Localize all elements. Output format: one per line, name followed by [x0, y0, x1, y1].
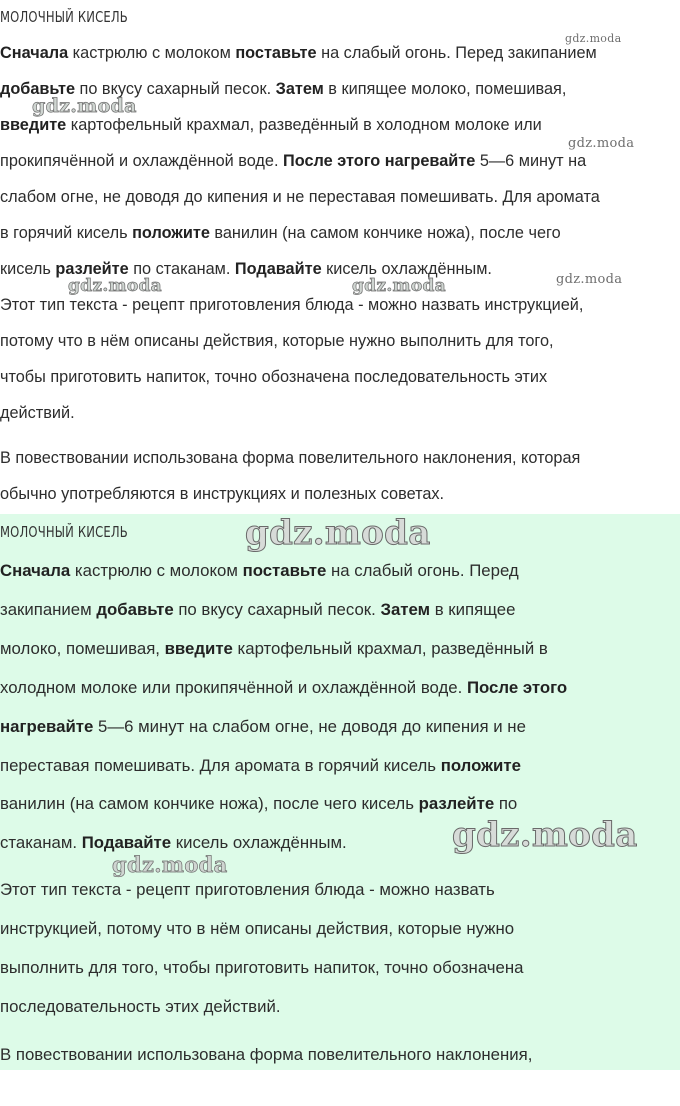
watermark-logo: gdz.moda: [568, 136, 635, 151]
imperative-verb: добавьте: [0, 80, 76, 98]
watermark-logo: gdz.moda: [245, 513, 431, 553]
explanation-line: Этот тип текста - рецепт приготовления блюда - можно назвать инструкцией,: [0, 296, 584, 314]
text-fragment: 5—6 минут на слабом огне, не доводя до кипения и не: [93, 717, 526, 736]
imperative-verb: Сначала: [0, 561, 71, 580]
recipe-title: МОЛОЧНЫЙ КИСЕЛЬ: [0, 523, 128, 541]
watermark-logo: gdz.moda: [352, 276, 446, 296]
imperative-verb: введите: [0, 116, 67, 134]
imperative-verb: добавьте: [96, 600, 174, 619]
text-fragment: на слабый огонь. Перед закипанием: [316, 44, 597, 62]
recipe-line: [0, 717, 526, 737]
imperative-verb: Сначала: [0, 44, 69, 62]
recipe-line: [0, 756, 521, 776]
text-fragment: 5—6 минут на: [475, 152, 587, 170]
text-fragment: кастрюлю с молоком: [68, 44, 236, 62]
note-line: В повествовании использована форма повелительного наклонения,: [0, 1045, 533, 1064]
text-fragment: по вкусу сахарный песок.: [173, 600, 381, 619]
answer-block-2: [0, 514, 680, 1070]
explanation-line: выполнить для того, чтобы приготовить напиток, точно обозначена: [0, 958, 524, 977]
text-fragment: закипанием: [0, 600, 97, 619]
imperative-verb: введите: [164, 639, 233, 658]
watermark-logo: gdz.moda: [556, 272, 623, 287]
note-line: обычно употребляются в инструкциях и полезных советах.: [0, 485, 445, 503]
text-fragment: молоко, помешивая,: [0, 639, 165, 658]
text-fragment: по стаканам.: [128, 260, 235, 278]
explanation-line: действий.: [0, 404, 75, 422]
recipe-line: [0, 794, 517, 814]
text-fragment: холодном молоке или прокипячённой и охлаждённой воде.: [0, 678, 467, 697]
text-fragment: стаканам.: [0, 833, 82, 852]
imperative-verb: Затем: [275, 80, 324, 98]
recipe-line: [0, 600, 515, 620]
text-fragment: кисель охлаждённым.: [321, 260, 492, 278]
imperative-verb: нагревайте: [0, 717, 94, 736]
imperative-verb: поставьте: [242, 561, 327, 580]
recipe-line: [0, 260, 492, 279]
explanation-line: инструкцией, потому что в нём описаны действия, которые нужно: [0, 919, 515, 938]
text-fragment: ванилин (на самом кончике ножа), после чего кисель: [0, 794, 419, 813]
imperative-verb: После этого: [466, 678, 568, 697]
text-fragment: в кипящее молоко, помешивая,: [323, 80, 567, 98]
recipe-line: [0, 639, 548, 659]
imperative-verb: Подавайте: [81, 833, 172, 852]
watermark-logo: gdz.moda: [32, 95, 137, 117]
recipe-line: [0, 678, 567, 698]
text-fragment: в кипящее: [430, 600, 516, 619]
text-fragment: ванилин (на самом кончике ножа), после чего: [209, 224, 561, 242]
watermark-logo: gdz.moda: [452, 815, 638, 855]
recipe-line: [0, 152, 586, 171]
text-fragment: кисель охлаждённым.: [171, 833, 347, 852]
text-fragment: кастрюлю с молоком: [70, 561, 243, 580]
text-fragment: кисель: [0, 260, 56, 278]
text-fragment: в горячий кисель: [0, 224, 133, 242]
recipe-line: [0, 833, 347, 853]
imperative-verb: разлейте: [418, 794, 495, 813]
recipe-line: [0, 80, 566, 99]
imperative-verb: разлейте: [55, 260, 129, 278]
watermark-logo: gdz.moda: [68, 276, 162, 296]
text-fragment: по: [494, 794, 518, 813]
recipe-line: [0, 224, 561, 243]
imperative-verb: После этого нагревайте: [283, 152, 476, 170]
text-fragment: по вкусу сахарный песок.: [75, 80, 276, 98]
imperative-verb: Затем: [380, 600, 431, 619]
imperative-verb: положите: [132, 224, 210, 242]
recipe-line: [0, 561, 519, 581]
recipe-line: [0, 116, 542, 135]
text-fragment: прокипячённой и охлаждённой воде.: [0, 152, 284, 170]
text-fragment: слабом огне, не доводя до кипения и не переставая помешивать. Для аромата: [0, 188, 600, 206]
recipe-line: [0, 44, 597, 63]
watermark-logo: gdz.moda: [112, 852, 228, 877]
imperative-verb: положите: [440, 756, 521, 775]
explanation-line: последовательность этих действий.: [0, 997, 281, 1016]
recipe-line: [0, 188, 600, 207]
explanation-line: чтобы приготовить напиток, точно обозначена последовательность этих: [0, 368, 548, 386]
watermark-logo: gdz.moda: [565, 32, 622, 45]
explanation-line: потому что в нём описаны действия, которые нужно выполнить для того,: [0, 332, 554, 350]
note-line: В повествовании использована форма повелительного наклонения, которая: [0, 449, 581, 467]
text-fragment: переставая помешивать. Для аромата в горячий кисель: [0, 756, 441, 775]
answer-block-1: [0, 0, 680, 514]
text-fragment: картофельный крахмал, разведённый в: [232, 639, 548, 658]
explanation-line: Этот тип текста - рецепт приготовления блюда - можно назвать: [0, 880, 495, 899]
imperative-verb: поставьте: [235, 44, 317, 62]
recipe-title: МОЛОЧНЫЙ КИСЕЛЬ: [0, 8, 128, 26]
text-fragment: на слабый огонь. Перед: [326, 561, 519, 580]
imperative-verb: Подавайте: [234, 260, 322, 278]
text-fragment: картофельный крахмал, разведённый в холодном молоке или: [66, 116, 542, 134]
